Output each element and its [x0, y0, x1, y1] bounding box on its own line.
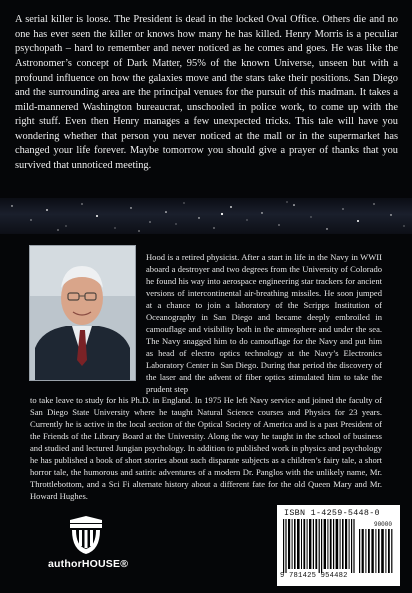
publisher-logo [48, 516, 129, 576]
publisher-name: authorHOUSE® [48, 558, 129, 570]
ean-number: 9 781425 954482 [280, 572, 348, 580]
house-book-icon [48, 516, 122, 558]
book-blurb: A serial killer is loose. The President is dead in the locked Oval Office. Others die and no one has ever seen the killer or knows how many he has killed. Henry Morris is a peculiar psychopath – hard to remember and never noticed as he comes and goes. He was like the Astronomer’s concept of Dark Matter, 95% of the known Universe, unseen but with a profound influence on how the galaxies move and the stars take their positions. San Diego and the surrounding area are the principal venues for the pursuit of this madman. It takes a mild-mannered Washington bureaucrat, unschooled in police work, to come up with the right stuff. Even then Henry manages a few unexpected tricks. This tale will have you wondering whether that person you never noticed at the mall or in the supermarket has changed your life forever. Maybe tomorrow you should give a prayer of thanks that you survived that unnoticed meeting. [15, 14, 398, 171]
price-code: 90000 [373, 521, 392, 528]
author-bio-part2: to take leave to study for his Ph.D. in England. In 1975 He left Navy service and joined the faculty of San Diego State University where he taught Natural Science courses and Physics for 23 years. Currently he is active in the local section of the Optical Society of America and is a past President of the Friends of the Library Board at the University. Along the way he taught in the school of business and studied and lectured Jungian psychology. In addition to published work in physics and psychology he has published a book of short stories about such disparate subjects as a children’s fairy tale, a short horror tale, the humorous and satiric adventures of a modern Dr. Panglos with the unlikely name, Mr. Throttlebottom, and a Sci Fi alternate history about a different fate for the old Queen Mary and Mr. Howard Hughes. [30, 394, 382, 501]
starfield-graphic [0, 198, 412, 234]
author-bio-part1: Hood is a retired physicist. After a start in life in the Navy in WWII aboard a destroyer and two degrees from the University of Colorado he found his way into aerospace engineering star trackers for ancient versions of intercontinental air-breathing missiles. He soon jumped at a chance to join a laboratory of the Scripps Institution of Oceanography in San Diego and became deeply embroiled in camouflage and visibility both in the atmosphere and under the sea. The Navy snagged him to do camouflage for the Navy and put him as head of electro optics technology at the Navy’s Electronics Laboratory Center in San Diego. During that period the discovery of the laser and the advent of fiber optics stimulated him to take the prudent step [146, 251, 382, 395]
starfield-band [0, 198, 412, 234]
isbn-text: ISBN 1-4259-5448-0 [284, 508, 380, 518]
price-barcode-bars [359, 529, 393, 573]
author-photo [29, 245, 136, 381]
isbn-barcode [277, 505, 400, 586]
ean-barcode-bars [283, 519, 355, 573]
